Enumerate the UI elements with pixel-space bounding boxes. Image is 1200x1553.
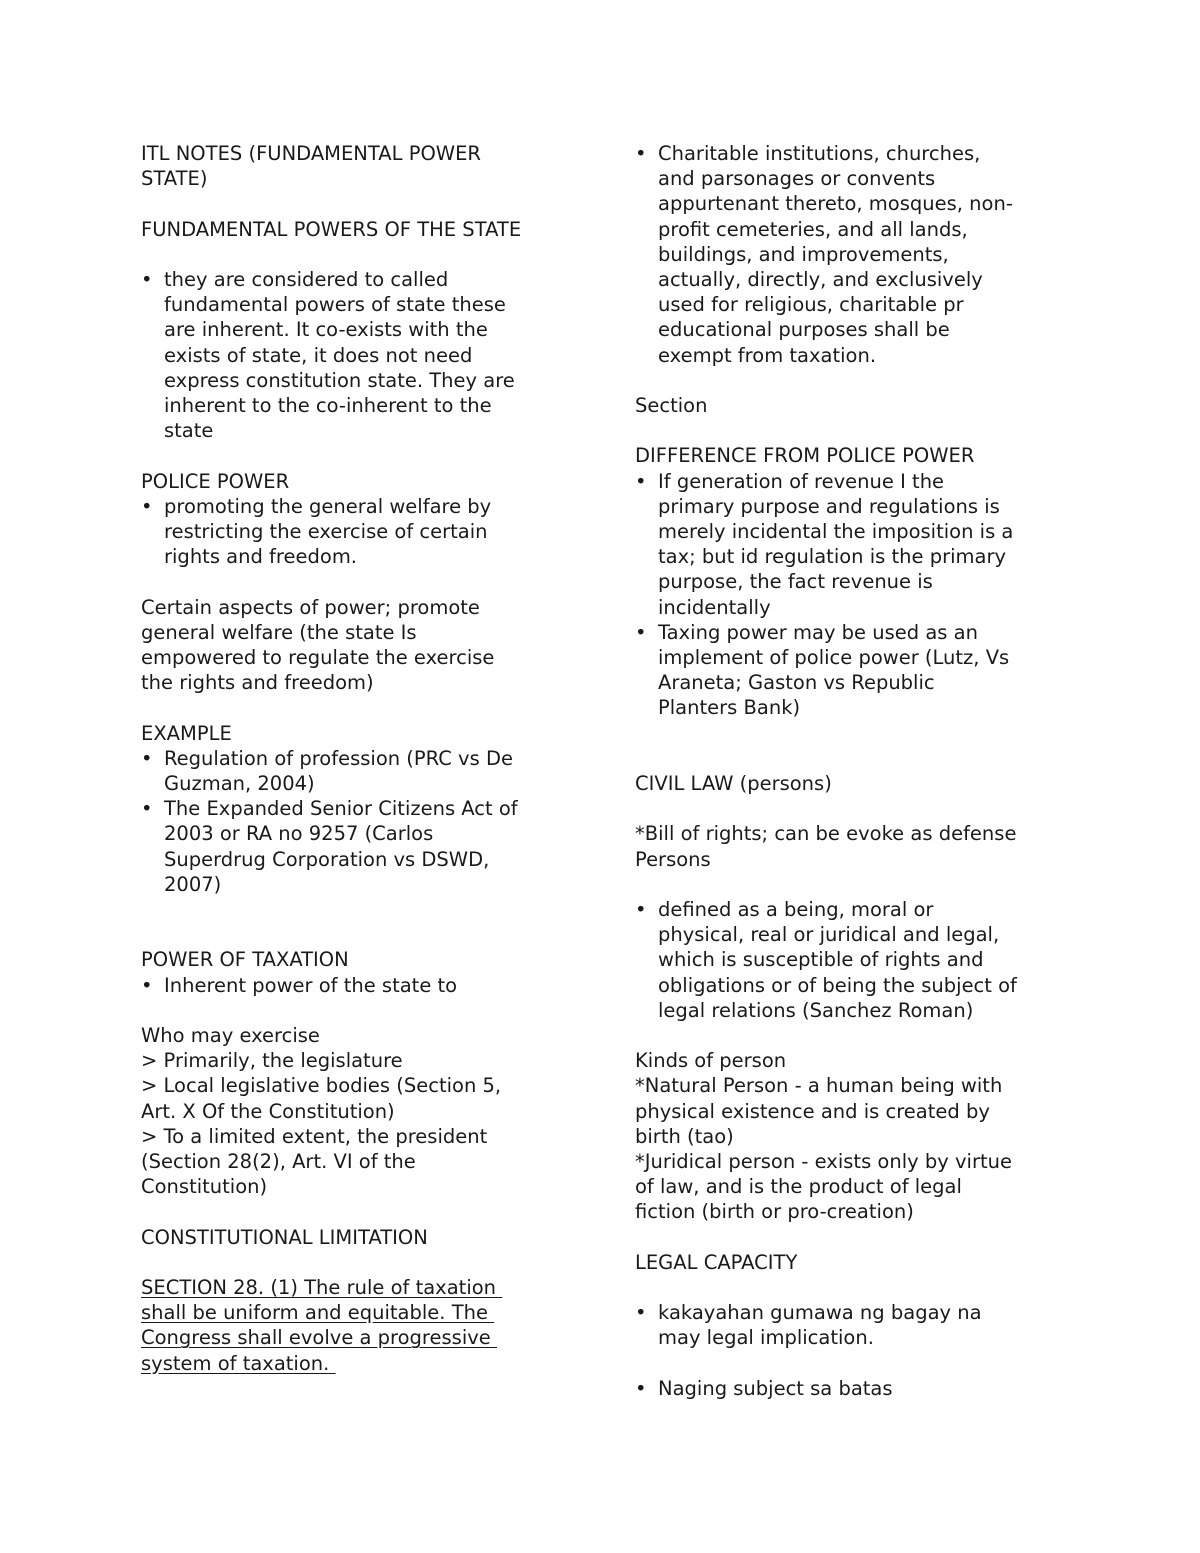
list-item: • If generation of revenue I the primary purpose and regulations is merely incidental the imposition is a tax; but id regulation is the primary purpose, the fact revenue is incidentally	[635, 469, 1075, 620]
list-item: • defined as a being, moral or physical, real or juridical and legal, which is susceptible of rights and obligations or of being the subject of legal relations (Sanchez Roman)	[635, 897, 1075, 1023]
list-item: • Inherent power of the state to	[141, 973, 581, 998]
police-power-list	[141, 494, 581, 570]
list-item: • Charitable institutions, churches, and parsonages or convents appurtenant thereto, mosques, non- profit cemeteries, and all lands, buildings, and improvements, actually, directly, and exclusively used for religious, charitable pr educational purposes shall be exempt from taxation.	[635, 141, 1075, 368]
legal-capacity-heading: LEGAL CAPACITY	[635, 1250, 798, 1274]
list-item: • Regulation of profession (PRC vs De Guzman, 2004)	[141, 746, 581, 796]
fundamental-powers-list	[141, 267, 581, 443]
legal-capacity-list-2	[635, 1376, 1075, 1401]
list-item: • The Expanded Senior Citizens Act of 2003 or RA no 9257 (Carlos Superdrug Corporation vs DSWD, 2007)	[141, 796, 581, 897]
notes-title: ITL NOTES (FUNDAMENTAL POWER STATE)	[141, 142, 481, 191]
difference-heading: DIFFERENCE FROM POLICE POWER	[635, 444, 975, 468]
example-list	[141, 746, 581, 897]
list-item: • promoting the general welfare by restricting the exercise of certain rights and freedom.	[141, 494, 581, 570]
charitable-list	[635, 141, 1075, 368]
list-item: • Taxing power may be used as an implement of police power (Lutz, Vs Araneta; Gaston vs Republic Planters Bank)	[635, 620, 1075, 721]
constitutional-limitation-heading: CONSTITUTIONAL LIMITATION	[141, 1225, 428, 1249]
left-column	[141, 141, 581, 1376]
taxation-list	[141, 973, 581, 998]
civil-law-heading: CIVIL LAW (persons)	[635, 772, 832, 796]
fundamental-powers-heading: FUNDAMENTAL POWERS OF THE STATE	[141, 217, 522, 241]
aspects-paragraph: Certain aspects of power; promote general welfare (the state Is empowered to regulate the exercise the rights and freedom)	[141, 595, 495, 695]
list-item: • they are considered to called fundamental powers of state these are inherent. It co-exists with the exists of state, it does not need express constitution state. They are inherent to the co-inherent to the state	[141, 267, 581, 443]
section-label: Section	[635, 394, 708, 418]
list-item: • kakayahan gumawa ng bagay na may legal implication.	[635, 1300, 1075, 1350]
kinds-of-person: Kinds of person *Natural Person - a human being with physical existence and is created by birth (tao) *Juridical person - exists only by virtue of law, and is the product of legal fiction (birth or pro-creation)	[635, 1049, 1012, 1224]
power-of-taxation-heading: POWER OF TAXATION	[141, 948, 349, 972]
list-item: • Naging subject sa batas	[635, 1376, 1075, 1401]
who-may-exercise: Who may exercise > Primarily, the legislature > Local legislative bodies (Section 5, Art. X Of the Constitution) > To a limited extent, the president (Section 28(2), Art. VI of the Constitution)	[141, 1023, 502, 1199]
example-heading: EXAMPLE	[141, 721, 232, 745]
bill-of-rights-note: *Bill of rights; can be evoke as defense Persons	[635, 822, 1017, 871]
right-column	[635, 141, 1075, 1401]
section-28-quote: SECTION 28. (1) The rule of taxation shall be uniform and equitable. The Congress shall evolve a progressive system of taxation.	[141, 1275, 503, 1375]
police-power-heading: POLICE POWER	[141, 469, 290, 493]
legal-capacity-list	[635, 1300, 1075, 1350]
difference-list	[635, 469, 1075, 721]
persons-list	[635, 897, 1075, 1023]
